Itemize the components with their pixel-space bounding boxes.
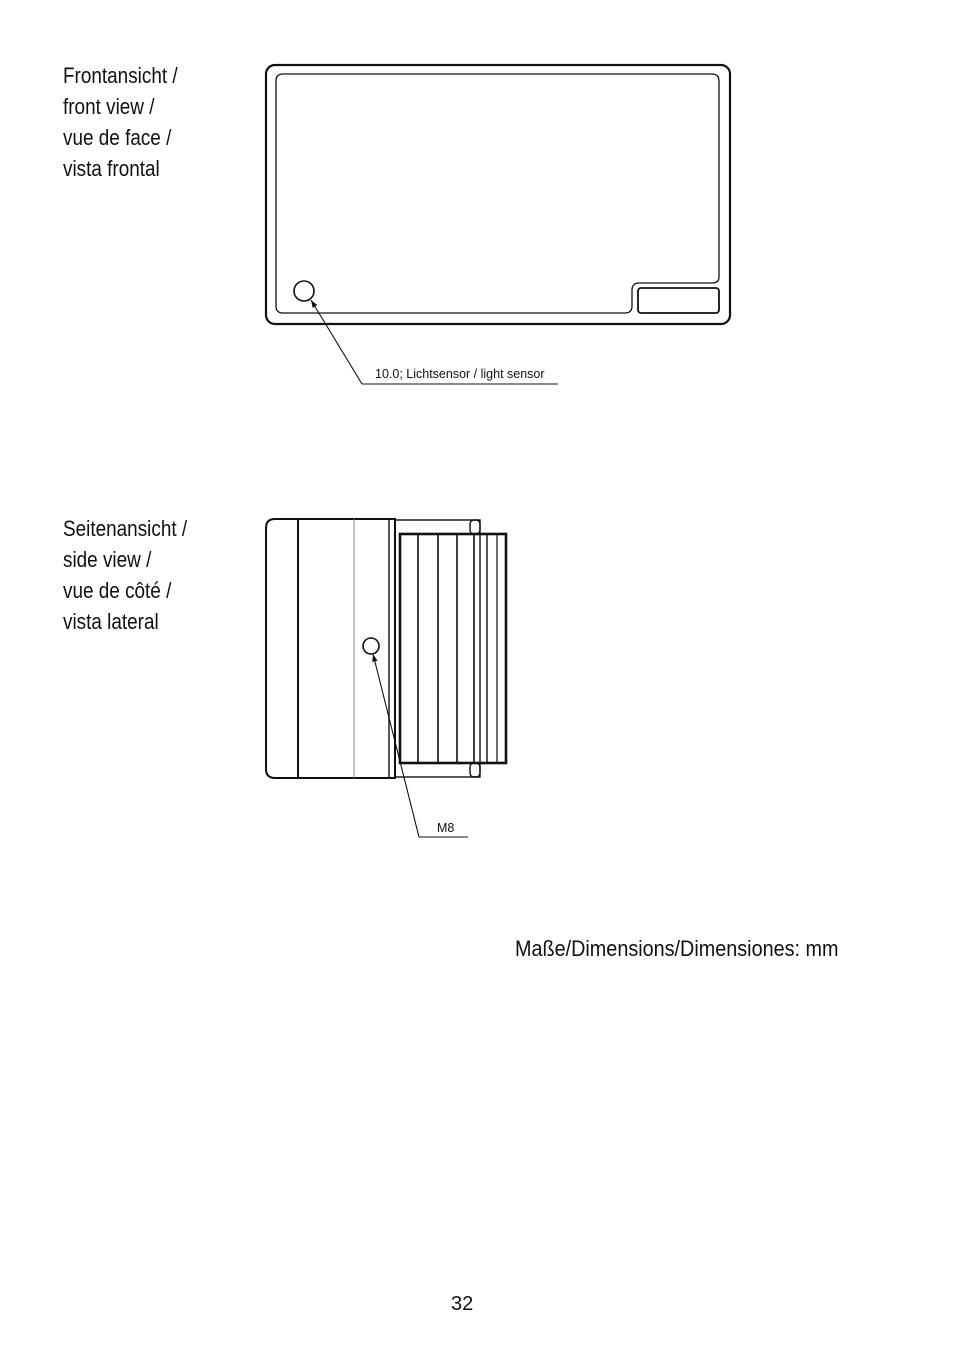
m8-callout-text: M8: [437, 821, 455, 835]
front-view-label-de: Frontansicht /: [63, 63, 178, 88]
m8-callout: [373, 654, 468, 837]
front-view-drawing: [266, 65, 730, 324]
front-button-recess: [638, 288, 719, 313]
front-housing-outline: [266, 65, 730, 324]
side-housing-front: [266, 519, 298, 778]
page-number: 32: [451, 1293, 474, 1315]
side-flange-lip-bottom: [470, 763, 480, 777]
front-view-label-en: front view /: [63, 94, 155, 119]
side-view-label-fr: vue de côté /: [63, 578, 172, 603]
light-sensor-callout-text: 10.0; Lichtsensor / light sensor: [375, 367, 545, 381]
side-view-label-de: Seitenansicht /: [63, 516, 188, 541]
front-view-label-fr: vue de face /: [63, 125, 172, 150]
front-display-window: [276, 74, 719, 313]
side-view-drawing: [266, 519, 506, 778]
m8-connector-circle: [363, 638, 379, 654]
side-view-label-es: vista lateral: [63, 609, 159, 634]
side-mount-collar: [400, 534, 506, 763]
side-flange-lip-top: [470, 520, 480, 534]
front-view-label-es: vista frontal: [63, 156, 160, 181]
dimensions-note: Maße/Dimensions/Dimensiones: mm: [515, 936, 839, 961]
side-view-label-en: side view /: [63, 547, 152, 572]
side-housing-body: [298, 519, 395, 778]
light-sensor-circle: [294, 281, 314, 301]
